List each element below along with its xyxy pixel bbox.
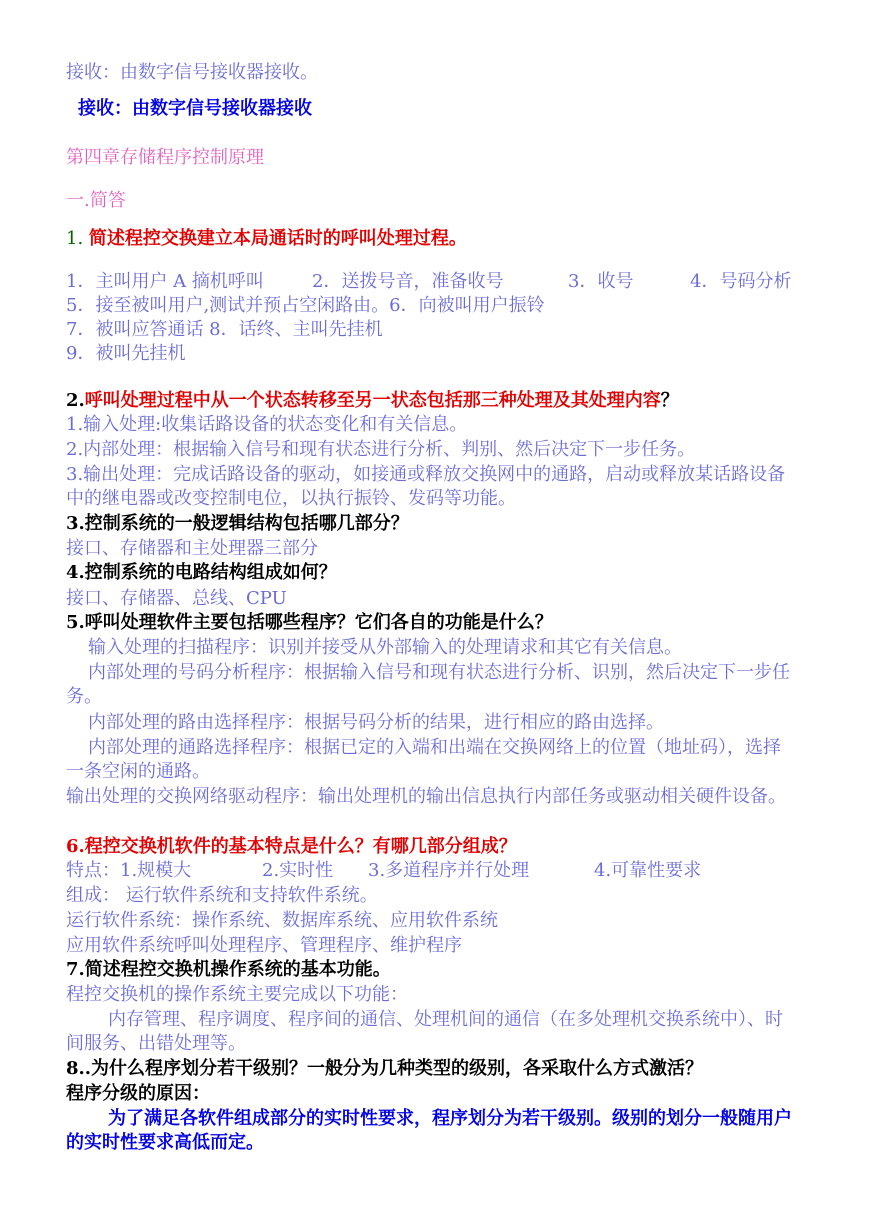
question-number: 2. (66, 390, 85, 411)
answer-line: 2.内部处理：根据输入信号和现有状态进行分析、判别、然后决定下一步任务。 (66, 439, 696, 460)
answer-line (66, 859, 701, 883)
answer-line: 7．被叫应答通话 8．话终、主叫先挂机 (66, 319, 383, 340)
answer-heading: 程序分级的原因： (66, 1083, 210, 1104)
question-4: 4.控制系统的电路结构组成如何？ (66, 562, 337, 583)
answer-paragraph: 内部处理的通路选择程序：根据已定的入端和出端在交换网络上的位置（地址码），选择一条空闲的通路。 (66, 737, 781, 782)
answer-line: 接收：由数字信号接收器接收。 (66, 62, 318, 83)
feature: 3.多道程序并行处理 (368, 860, 530, 881)
step: 4．号码分析 (690, 271, 792, 292)
answer-line (66, 270, 791, 294)
answer-line: 接口、存储器和主处理器三部分 (66, 538, 318, 559)
answer-line: 输入处理的扫描程序：识别并接受从外部输入的处理请求和其它有关信息。 (88, 637, 682, 658)
emphasis-line: 接收：由数字信号接收器接收 (78, 98, 312, 119)
answer-paragraph: 3.输出处理：完成话路设备的驱动，如接通或释放交换网中的通路，启动或释放某话路设备中的继电器或改变控制电位，以执行振铃、发码等功能。 (66, 464, 786, 509)
answer-paragraph: 内部处理的号码分析程序：根据输入信号和现有状态进行分析、识别，然后决定下一步任务。 (66, 662, 790, 707)
answer-paragraph: 为了满足各软件组成部分的实时性要求，程序划分为若干级别。级别的划分一般随用户的实时性要求高低而定。 (66, 1108, 792, 1153)
answer-paragraph: 内存管理、程序调度、程序间的通信、处理机间的通信（在多处理机交换系统中）、时间服务、出错处理等。 (66, 1009, 783, 1054)
answer-line: 运行软件系统：操作系统、数据库系统、应用软件系统 (66, 910, 498, 931)
question-1 (66, 227, 467, 251)
question-7: 7.简述程控交换机操作系统的基本功能。 (66, 959, 391, 980)
step: 1．主叫用户 A 摘机呼叫 (66, 271, 264, 292)
chapter-title: 第四章存储程序控制原理 (66, 147, 264, 168)
question-end: 。 (448, 228, 467, 249)
section-title: 一.简答 (66, 190, 126, 211)
answer-line: 组成： 运行软件系统和支持软件系统。 (66, 885, 378, 906)
question-end: ？ (660, 390, 679, 411)
answer-paragraph: 输出处理的交换网络驱动程序：输出处理机的输出信息执行内部任务或驱动相关硬件设备。 (66, 786, 786, 807)
question-text: 简述程控交换建立本局通话时的呼叫处理过程 (88, 228, 449, 249)
answer-line: 内部处理的路由选择程序：根据号码分析的结果，进行相应的路由选择。 (88, 712, 664, 733)
answer-line: 1.输入处理:收集话路设备的状态变化和有关信息。 (66, 414, 468, 435)
question-number: 1. (66, 228, 84, 249)
question-text: 呼叫处理过程中从一个状态转移至另一状态包括那三种处理及其处理内容 (84, 390, 661, 411)
step: 2．送拨号音，准备收号 (312, 271, 504, 292)
question-3: 3.控制系统的一般逻辑结构包括哪几部分？ (66, 513, 409, 534)
answer-line: 应用软件系统呼叫处理程序、管理程序、维护程序 (66, 935, 462, 956)
question-8: 8..为什么程序划分若干级别？一般分为几种类型的级别，各采取什么方式激活？ (66, 1058, 704, 1079)
feature: 2.实时性 (262, 860, 334, 881)
step: 3．收号 (568, 271, 634, 292)
question-6: 6.程控交换机软件的基本特点是什么？有哪几部分组成？ (66, 836, 517, 857)
answer-line: 9．被叫先挂机 (66, 343, 186, 364)
answer-line: 5．接至被叫用户,测试并预占空闲路由。6．向被叫用户振铃 (66, 295, 545, 316)
answer-line: 接口、存储器、总线、CPU (66, 588, 287, 609)
question-2 (66, 389, 679, 413)
answer-line: 程控交换机的操作系统主要完成以下功能： (66, 984, 408, 1005)
feature: 4.可靠性要求 (594, 860, 702, 881)
feature: 特点：1.规模大 (66, 860, 192, 881)
question-5: 5.呼叫处理软件主要包括哪些程序？它们各自的功能是什么？ (66, 612, 553, 633)
